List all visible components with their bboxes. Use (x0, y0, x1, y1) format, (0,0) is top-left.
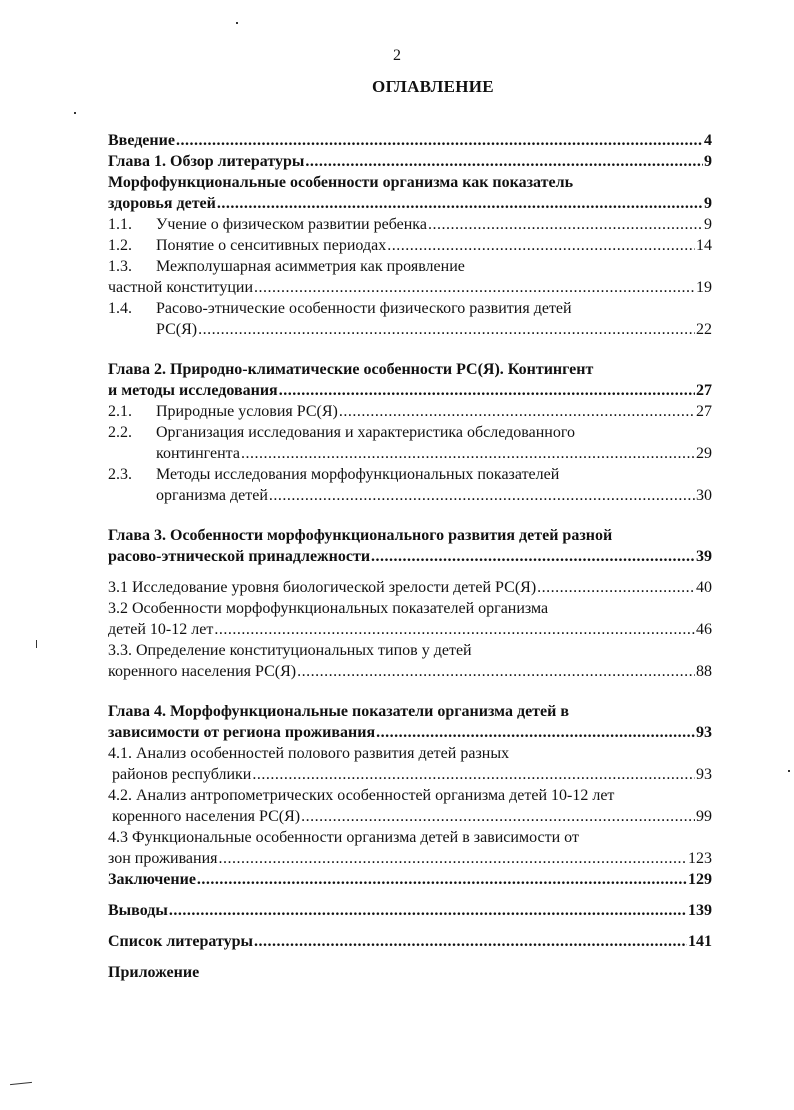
page-title: ОГЛАВЛЕНИЕ (372, 77, 494, 96)
toc-entry-4-1: 4.1. Анализ особенностей полового развития детей разных (108, 745, 510, 762)
toc-entry-chapter-2-cont: и методы исследования ..... 27 (108, 380, 712, 401)
toc-entry-chapter-2: Глава 2. Природно-климатические особенности РС(Я). Контингент (108, 361, 594, 378)
toc-entry-2-2-cont: контингента ..... 29 (108, 443, 712, 464)
toc-entry-3-1: 3.1 Исследование уровня биологической зрелости детей РС(Я) ..... 40 (108, 577, 712, 598)
toc-entry-1-4: 1.4. Расово-этнические особенности физического развития детей (108, 300, 572, 317)
toc-entry-4-3-cont: зон проживания ..... 123 (108, 848, 712, 869)
toc-entry-chapter-4-cont: зависимости от региона проживания ..... 93 (108, 722, 712, 743)
toc-entry-findings: Выводы ..... 139 (108, 900, 712, 921)
toc-entry-2-2: 2.2. Организация исследования и характеристика обследованного (108, 424, 576, 441)
toc-entry-appendix: Приложение (108, 964, 200, 981)
toc-entry-4-3: 4.3 Функциональные особенности организма детей в зависимости от (108, 829, 579, 846)
toc-entry-3-2: 3.2 Особенности морфофункциональных показателей организма (108, 600, 549, 617)
toc-entry-chapter-1: Глава 1. Обзор литературы ..... 9 (108, 151, 712, 172)
toc-entry-1-3-cont: частной конституции ..... 19 (108, 277, 712, 298)
toc-entry-1-3: 1.3. Межполушарная асимметрия как проявление (108, 258, 465, 275)
toc-entry-3-2-cont: детей 10-12 лет ..... 46 (108, 619, 712, 640)
toc-entry-3-3-cont: коренного населения РС(Я) ..... 88 (108, 661, 712, 682)
scan-edge-mark (10, 1082, 32, 1085)
toc-entry-chapter-4: Глава 4. Морфофункциональные показатели организма детей в (108, 703, 569, 720)
toc-entry-chapter-3: Глава 3. Особенности морфофункционального развития детей разной (108, 527, 613, 544)
toc-entry-4-2: 4.2. Анализ антропометрических особенностей организма детей 10-12 лет (108, 787, 615, 804)
page-number: 2 (393, 47, 401, 64)
scan-speck (74, 112, 76, 114)
scan-speck (236, 22, 238, 24)
toc-entry-1-4-cont: РС(Я) ..... 22 (108, 319, 712, 340)
toc-entry-chapter-1-section-title: Морфофункциональные особенности организма как показатель (108, 174, 574, 191)
table-of-contents (108, 130, 712, 983)
scan-speck (36, 640, 37, 648)
toc-entry-references: Список литературы ..... 141 (108, 931, 712, 952)
toc-entry-2-3: 2.3. Методы исследования морфофункциональных показателей (108, 466, 560, 483)
toc-entry-4-1-cont: районов республики ..... 93 (108, 764, 712, 785)
toc-entry-2-1: 2.1. Природные условия РС(Я) ..... 27 (108, 401, 712, 422)
toc-entry-intro: Введение ..... 4 (108, 130, 712, 151)
toc-entry-2-3-cont: организма детей ..... 30 (108, 485, 712, 506)
toc-entry-1-1: 1.1. Учение о физическом развитии ребенка ..... 9 (108, 214, 712, 235)
toc-entry-chapter-1-section-title-cont: здоровья детей ..... 9 (108, 193, 712, 214)
scan-speck (788, 770, 790, 772)
toc-entry-conclusion: Заключение ..... 129 (108, 869, 712, 890)
toc-entry-3-3: 3.3. Определение конституциональных типов у детей (108, 642, 472, 659)
toc-entry-chapter-3-cont: расово-этнической принадлежности ..... 39 (108, 546, 712, 567)
toc-entry-1-2: 1.2. Понятие о сенситивных периодах ..... 14 (108, 235, 712, 256)
toc-entry-4-2-cont: коренного населения РС(Я) ..... 99 (108, 806, 712, 827)
